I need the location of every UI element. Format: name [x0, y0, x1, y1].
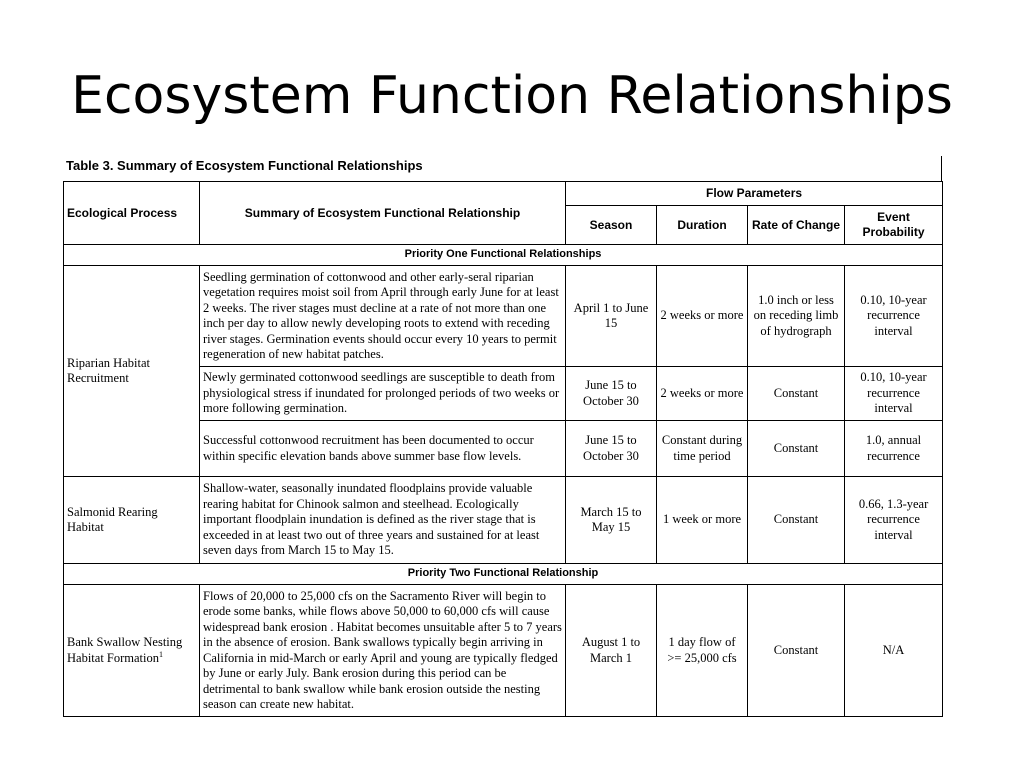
duration-cell: 1 day flow of >= 25,000 cfs [657, 585, 748, 717]
season-cell: June 15 to October 30 [566, 367, 657, 421]
rate-cell: Constant [748, 421, 845, 477]
summary-cell: Flows of 20,000 to 25,000 cfs on the Sacramento River will begin to erode some banks, while flows above 50,000 to 60,000 cfs will cause widespread bank erosion . Habitat becomes unsuitable after 5 to 7 years in the absence of erosion. Bank swallows typically begin arriving in California in mid-March or early April and young are typically fledged by June or early July. Bank erosion during this period can be detrimental to bank swallow while bank erosion outside the nesting season can create new habitat. [200, 585, 566, 717]
header-duration: Duration [657, 206, 748, 245]
header-summary: Summary of Ecosystem Functional Relationship [200, 182, 566, 245]
footnote-marker: 1 [159, 649, 163, 659]
table-border-edge [941, 156, 942, 182]
section-header-priority-two: Priority Two Functional Relationship [64, 564, 943, 585]
slide-title: Ecosystem Function Relationships [71, 66, 953, 126]
rate-cell: 1.0 inch or less on receding limb of hydrograph [748, 266, 845, 367]
process-cell [64, 585, 200, 717]
process-name: Bank Swallow Nesting Habitat Formation [67, 635, 183, 665]
rate-cell: Constant [748, 585, 845, 717]
process-cell: Salmonid Rearing Habitat [64, 477, 200, 564]
summary-cell: Shallow-water, seasonally inundated floodplains provide valuable rearing habitat for Chinook salmon and steelhead. Ecologically important floodplain inundation is defined as the river stage that is exceeded in at least two out of three years and sustained for at least seven days from March 15 to May 15. [200, 477, 566, 564]
rate-cell: Constant [748, 367, 845, 421]
season-cell: April 1 to June 15 [566, 266, 657, 367]
table-row [64, 266, 943, 367]
probability-cell: 0.10, 10-year recurrence interval [845, 266, 943, 367]
summary-cell: Newly germinated cottonwood seedlings are susceptible to death from physiological stress if inundated for prolonged periods of two weeks or more following germination. [200, 367, 566, 421]
season-cell: June 15 to October 30 [566, 421, 657, 477]
header-rate-of-change: Rate of Change [748, 206, 845, 245]
process-cell: Riparian Habitat Recruitment [64, 266, 200, 477]
header-season: Season [566, 206, 657, 245]
section-header-priority-one: Priority One Functional Relationships [64, 245, 943, 266]
season-cell: March 15 to May 15 [566, 477, 657, 564]
summary-cell: Successful cottonwood recruitment has been documented to occur within specific elevation bands above summer base flow levels. [200, 421, 566, 477]
header-event-probability: Event Probability [845, 206, 943, 245]
table-row [64, 477, 943, 564]
probability-cell: N/A [845, 585, 943, 717]
rate-cell: Constant [748, 477, 845, 564]
ecosystem-table [63, 181, 943, 717]
header-flow-parameters: Flow Parameters [566, 182, 943, 206]
duration-cell: Constant during time period [657, 421, 748, 477]
header-ecological-process: Ecological Process [64, 182, 200, 245]
duration-cell: 1 week or more [657, 477, 748, 564]
table-row [64, 585, 943, 717]
summary-cell: Seedling germination of cottonwood and other early-seral riparian vegetation requires moist soil from April through early June for at least 2 weeks. The river stages must decline at a rate of not more than one inch per day to allow newly developing roots to extend with receding river stages. Germination events should occur every 10 years to permit regeneration of new habitat patches. [200, 266, 566, 367]
duration-cell: 2 weeks or more [657, 266, 748, 367]
probability-cell: 1.0, annual recurrence [845, 421, 943, 477]
probability-cell: 0.66, 1.3-year recurrence interval [845, 477, 943, 564]
table-caption: Table 3. Summary of Ecosystem Functional Relationships [66, 158, 423, 173]
season-cell: August 1 to March 1 [566, 585, 657, 717]
duration-cell: 2 weeks or more [657, 367, 748, 421]
probability-cell: 0.10, 10-year recurrence interval [845, 367, 943, 421]
